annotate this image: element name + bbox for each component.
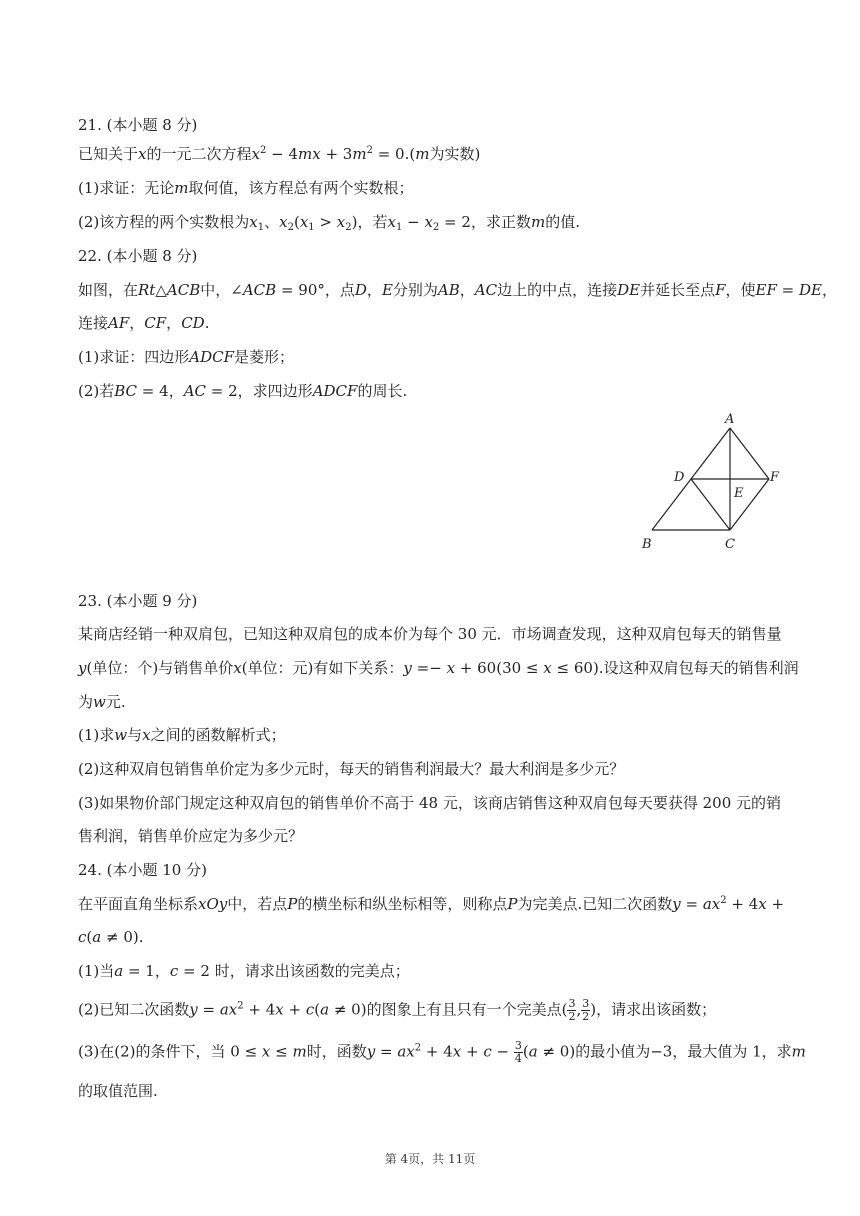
segment-AF	[730, 428, 769, 479]
q23-header: 23. (本小题 9 分)	[78, 592, 198, 610]
q24-line1: 在平面直角坐标系xOy中，若点P的横坐标和纵坐标相等，则称点P为完美点.已知二次函数$y = ax^2 + 4x$ +	[78, 895, 785, 913]
q22-header: 22. (本小题 8 分)	[78, 247, 198, 265]
label-E: E	[734, 486, 744, 501]
rhombus-figure	[636, 408, 786, 558]
q24-part1: (1)当a = 1，c = 2 时，请求出该函数的完美点；	[78, 962, 410, 980]
label-F: F	[770, 470, 780, 485]
q23-part2: (2)这种双肩包销售单价定为多少元时，每天的销售利润最大？最大利润是多少元？	[78, 760, 625, 778]
label-B: B	[642, 537, 652, 552]
q24-header: 24. (本小题 10 分)	[78, 861, 207, 879]
q22-line2: 连接AF，CF，CD.	[78, 314, 210, 332]
q21-part2: (2)该方程的两个实数根为$x_1$、$x_2(x_1 > x_2)$，若$x_1 - x_2 = 2$，求正数m的值.	[78, 213, 580, 233]
q22-part1: (1)求证：四边形ADCF是菱形；	[78, 348, 295, 366]
q22-part2: (2)若BC = 4，AC = 2，求四边形ADCF的周长.	[78, 382, 408, 400]
label-D: D	[674, 470, 685, 485]
q24-part3b: 的取值范围.	[78, 1082, 158, 1100]
q23-part3b: 售利润，销售单价应定为多少元？	[78, 827, 304, 845]
q21-part1: (1)求证：无论m取何值，该方程总有两个实数根；	[78, 179, 414, 197]
label-C: C	[725, 537, 735, 552]
segment-DC	[691, 479, 730, 530]
q21-header: 21. (本小题 8 分)	[78, 116, 198, 134]
q23-part1: (1)求w与x之间的函数解析式；	[78, 726, 286, 744]
q23-line2: y(单位：个)与销售单价x(单位：元)有如下关系：y =− x + 60(30 ≤ x ≤ 60).设这种双肩包每天的销售利润	[78, 659, 799, 677]
q21-stem: 已知关于x的一元二次方程$x^2 - 4mx + 3m^2 = 0.(m$为实数)	[78, 145, 481, 163]
page-footer: 第 4页，共 11页	[384, 1152, 476, 1166]
q23-part3a: (3)如果物价部门规定这种双肩包的销售单价不高于 48 元，该商店销售这种双肩包每天要获得 200 元的销	[78, 794, 782, 812]
label-A: A	[725, 412, 735, 427]
q23-line1: 某商店经销一种双肩包，已知这种双肩包的成本价为每个 30 元．市场调查发现，这种双肩包每天的销售量	[78, 625, 782, 643]
q22-line1: 如图，在Rt△ACB中，∠ACB = 90°，点D，E分别为AB，AC边上的中点，连接DE并延长至点F，使EF = DE，	[78, 281, 838, 299]
q24-line1b: c(a ≠ 0).	[78, 928, 144, 946]
q23-line3: 为w元.	[78, 693, 126, 711]
q24-part3: (3)在(2)的条件下，当 0 ≤ x ≤ m时，函数$y = ax^2 + 4x + c$ − $\frac{3}{4}$ (a ≠ 0)的最小值为−3，最大值为 1，求m	[78, 1039, 806, 1065]
q24-part2: (2)已知二次函数$y = ax^2 + 4x + c(a \ne 0)$的图象上有且只有一个完美点( $\frac{3}{2}$ , $\frac{3}{2}$ )，请求出该函数；	[78, 997, 717, 1023]
